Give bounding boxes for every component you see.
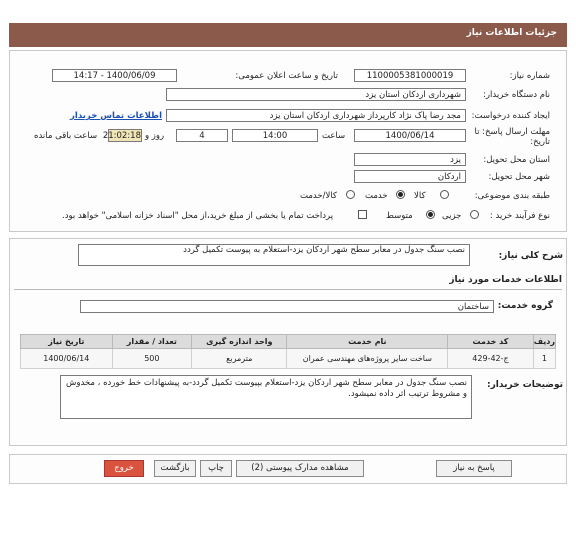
summary-label: شرح کلی نیاز: — [498, 251, 563, 261]
treasury-checkbox[interactable] — [358, 210, 367, 219]
need-number-field: 1100005381000019 — [354, 69, 466, 82]
cell-unit: مترمربع — [192, 349, 287, 369]
cell-row-num: 1 — [533, 349, 555, 369]
summary-field: نصب سنگ جدول در معابر سطح شهر اردکان یزد-استعلام به پیوست تکمیل گردد — [78, 244, 470, 266]
col-header-row-num: ردیف — [533, 335, 555, 349]
col-header-service-code: کد خدمت — [448, 335, 534, 349]
page-title: جزئیات اطلاعات نیاز — [466, 28, 557, 38]
purchase-radio-medium[interactable] — [426, 210, 435, 222]
city-field: اردکان — [354, 170, 466, 183]
radio-icon — [346, 190, 355, 199]
buyer-notes-field: نصب سنگ جدول در معابر سطح شهر اردکان یزد-استعلام بپیوست تکمیل گردد-به پیشنهادات خط خورده ، مخدوش و مشروط ترتیب اثر داده نمیشود. — [60, 375, 472, 419]
col-header-unit: واحد اندازه گیری — [192, 335, 287, 349]
category-radio-both[interactable] — [346, 190, 355, 202]
services-table — [20, 334, 556, 369]
category-radio-service[interactable] — [396, 190, 405, 202]
col-header-need-date: تاریخ نیاز — [21, 335, 113, 349]
purchase-label-medium: متوسط — [386, 211, 413, 221]
print-button[interactable]: چاپ — [200, 460, 232, 477]
col-header-service-name: نام خدمت — [287, 335, 448, 349]
purchase-label-minor: جزیی — [442, 211, 462, 221]
table-row — [21, 349, 556, 369]
buyer-notes-label: توضیحات خریدار: — [487, 380, 563, 390]
category-label-both: کالا/خدمت — [300, 191, 337, 201]
cell-service-name: ساخت سایر پروژه‌های مهندسی عمران — [287, 349, 448, 369]
purchase-radio-minor[interactable] — [470, 210, 479, 222]
purchase-label: نوع فرآیند خرید : — [489, 211, 550, 221]
days-field: 4 — [176, 129, 228, 142]
exit-button[interactable]: خروج — [104, 460, 144, 477]
buyer-label: نام دستگاه خریدار: — [483, 90, 550, 100]
city-label: شهر محل تحویل: — [488, 172, 550, 182]
deadline-time-label: ساعت — [322, 131, 346, 141]
province-field: یزد — [354, 153, 466, 166]
page-header — [9, 23, 567, 47]
remaining-time-field: 21:02:18 — [102, 131, 141, 141]
group-label: گروه خدمت: — [497, 301, 553, 311]
divider — [14, 289, 562, 290]
col-header-quantity: تعداد / مقدار — [112, 335, 191, 349]
category-label-service: خدمت — [365, 191, 388, 201]
creator-field: مجد رضا پاک نژاد کارپرداز شهرداری اردکان استان یزد — [166, 109, 466, 122]
days-label: روز و — [145, 131, 165, 141]
need-number-label: شماره نیاز: — [509, 71, 550, 81]
category-label-goods: کالا — [414, 191, 426, 201]
back-button[interactable]: بازگشت — [154, 460, 196, 477]
table-header-row — [21, 335, 556, 349]
announce-label: تاریخ و ساعت اعلان عمومی: — [235, 71, 338, 81]
group-field: ساختمان — [80, 300, 494, 313]
creator-label: ایجاد کننده درخواست: — [471, 111, 550, 121]
deadline-label: مهلت ارسال پاسخ: تا تاریخ: — [474, 127, 550, 147]
buyer-field: شهرداری اردکان استان یزد — [166, 88, 466, 101]
reply-button[interactable]: پاسخ به نیاز — [436, 460, 512, 477]
deadline-time-field: 14:00 — [232, 129, 318, 142]
cell-quantity: 500 — [112, 349, 191, 369]
radio-selected-icon — [426, 210, 435, 219]
radio-icon — [440, 190, 449, 199]
cell-need-date: 1400/06/14 — [21, 349, 113, 369]
province-label: استان محل تحویل: — [483, 155, 550, 165]
payment-note: پرداخت تمام یا بخشی از مبلغ خرید،از محل "اسناد خزانه اسلامی" خواهد بود. — [62, 211, 334, 221]
radio-selected-icon — [396, 190, 405, 199]
cell-service-code: ج-42-429 — [448, 349, 534, 369]
remaining-label: ساعت باقی مانده — [34, 131, 98, 141]
services-title: اطلاعات خدمات مورد نیاز — [449, 275, 562, 285]
radio-icon — [470, 210, 479, 219]
category-label: طبقه بندی موضوعی: — [474, 191, 550, 201]
deadline-date-field: 1400/06/14 — [354, 129, 466, 142]
announce-field: 1400/06/09 - 14:17 — [52, 69, 177, 82]
view-attachments-button[interactable]: مشاهده مدارک پیوستی (2) — [236, 460, 364, 477]
contact-buyer-link[interactable]: اطلاعات تماس خریدار — [70, 111, 162, 121]
category-radio-goods[interactable] — [440, 190, 449, 202]
